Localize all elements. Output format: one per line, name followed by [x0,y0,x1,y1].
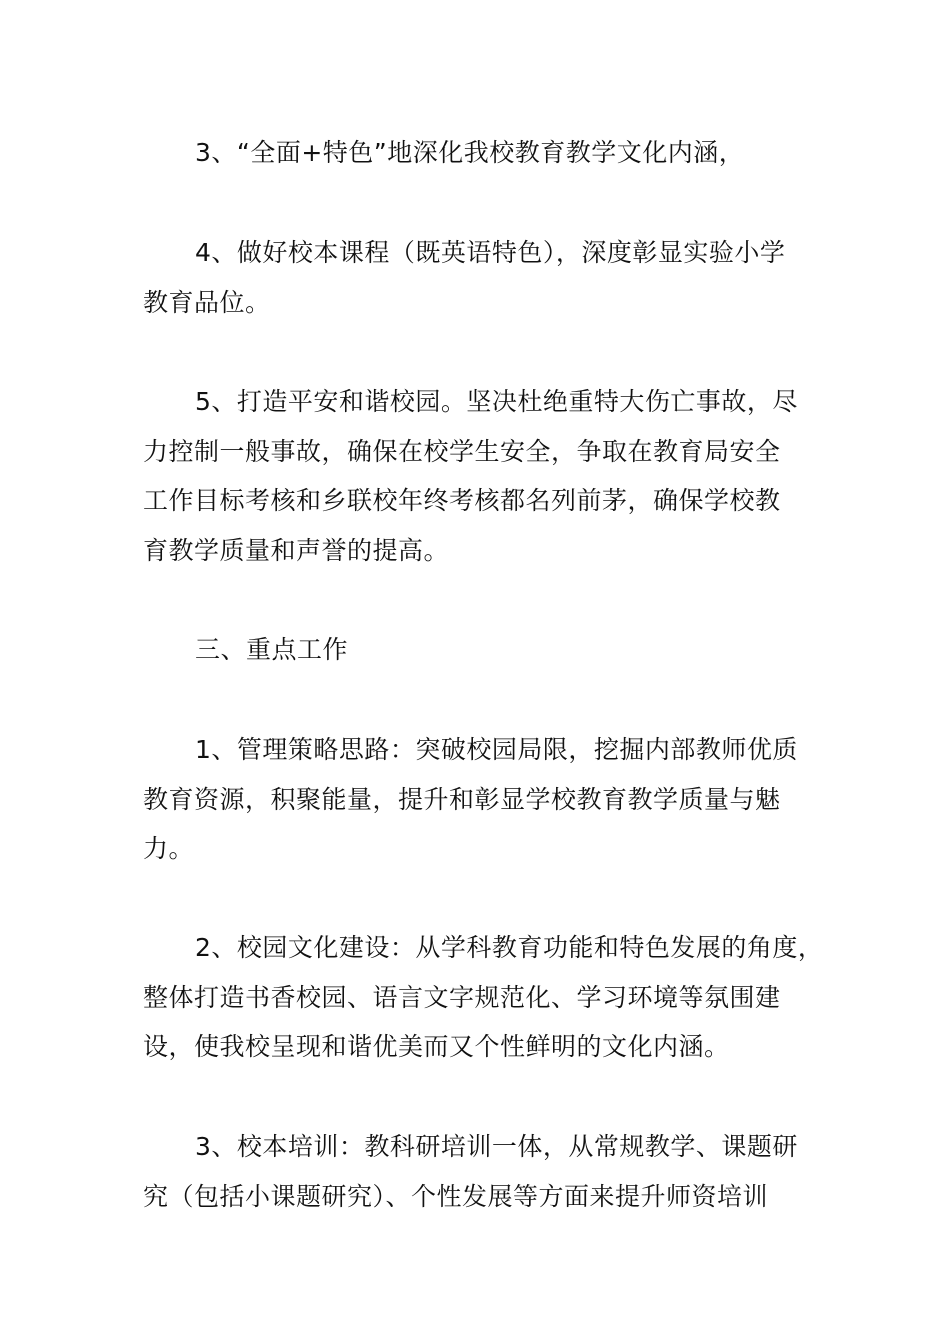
text-line: 育教学质量和声誉的提高。 [143,535,450,565]
paragraph-key-work-2 [143,923,833,1072]
paragraph-key-work-1 [143,725,833,874]
text-line: 整体打造书香校园、语言文字规范化、学习环境等氛围建 [143,982,781,1012]
text-line: 3、校本培训：教科研培训一体，从常规教学、课题研 [195,1132,798,1161]
text-line: 究（包括小课题研究）、个性发展等方面来提升师资培训 [143,1181,769,1211]
text-line: 4、做好校本课程（既英语特色），深度彰显实验小学 [195,238,786,267]
text-line: 工作目标考核和乡联校年终考核都名列前茅，确保学校教 [143,486,781,515]
text-line: 力控制一般事故，确保在校学生安全，争取在教育局安全 [143,436,781,466]
text-line: 3、“全面+特色”地深化我校教育教学文化内涵， [195,138,745,167]
text-line: 教育品位。 [143,287,271,317]
text-line: 力。 [143,834,195,863]
text-line: 三、重点工作 [195,635,349,664]
paragraph-goal-5 [143,377,833,575]
text-line: 5、打造平安和谐校园。坚决杜绝重特大伤亡事故，尽 [195,387,798,416]
paragraph-goal-4 [143,228,833,327]
section-heading [143,625,833,675]
paragraph-goal-3 [143,128,833,178]
paragraph-key-work-3 [143,1122,833,1221]
text-line: 教育资源，积聚能量，提升和彰显学校教育教学质量与魅 [143,784,781,814]
text-line: 1、管理策略思路：突破校园局限，挖掘内部教师优质 [195,735,798,764]
text-line: 2、校园文化建设：从学科教育功能和特色发展的角度， [195,933,824,962]
text-line: 设，使我校呈现和谐优美而又个性鲜明的文化内涵。 [143,1032,730,1061]
